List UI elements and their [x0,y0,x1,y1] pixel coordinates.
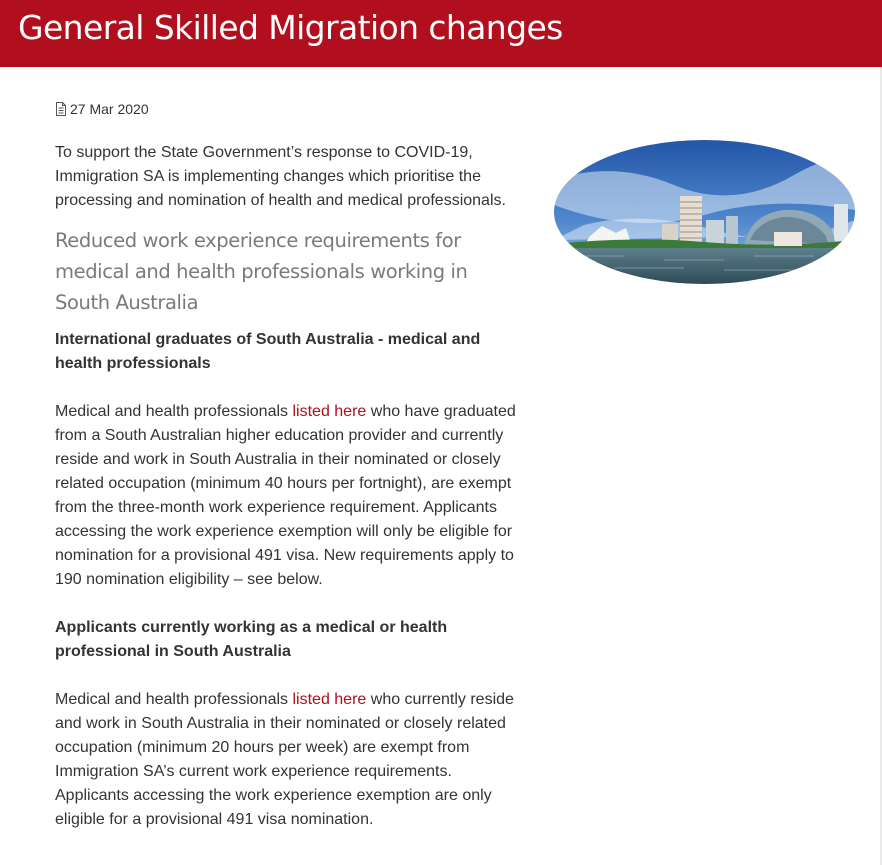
body-text: who have graduated from a South Australian higher education provider and currently reside and work in South Australia in their nominated or closely related occupation (minimum 40 hours per fortnight), are exempt from the three-month work experience requirement. Applicants accessing the work experience exemption will only be eligible for nomination for a provisional 491 visa. New requirements apply to 190 nomination eligibility – see below. [55,403,516,588]
section-body-current-workers [55,688,525,832]
document-icon [55,102,67,116]
intro-paragraph: To support the State Government’s response to COVID-19, Immigration SA is implementing changes which prioritise the processing and nomination of health and medical professionals. [55,144,506,209]
adelaide-skyline-image [554,140,855,284]
article-date [55,100,149,118]
section-title-graduates: International graduates of South Australia - medical and health professionals [55,331,481,372]
body-text: Medical and health professionals [55,691,293,708]
article-subheading: Reduced work experience requirements for medical and health professionals working in South Australia [55,229,468,314]
date-text: 27 Mar 2020 [70,101,149,117]
section-body-graduates [55,400,525,592]
page-title: General Skilled Migration changes [18,8,563,47]
page-header-banner [0,0,882,67]
listed-here-link[interactable]: listed here [292,403,367,420]
body-text: Medical and health professionals [55,403,293,420]
article-body [55,141,525,856]
listed-here-link[interactable]: listed here [292,691,367,708]
body-text: who currently reside and work in South Australia in their nominated or closely related occupation (minimum 20 hours per week) are exempt from Immigration SA’s current work experience requirements. Applicants accessing the work experience exemption are only eligible for a provisional 491 visa nomination. [55,691,514,828]
section-title-current-workers: Applicants currently working as a medical or health professional in South Australia [55,619,448,660]
